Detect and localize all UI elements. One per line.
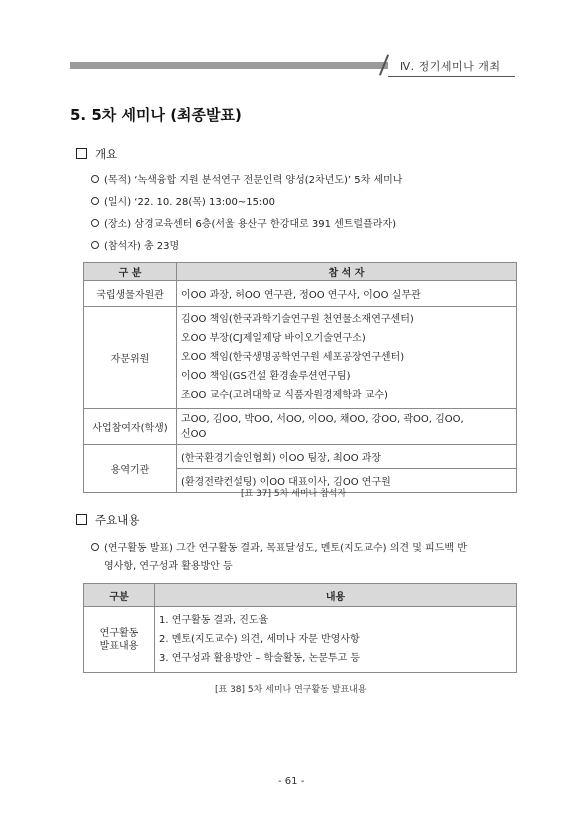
page-number: - 61 -: [278, 776, 305, 787]
circle-bullet-icon: [91, 241, 99, 249]
chapter-header: Ⅳ. 정기세미나 개최: [400, 60, 501, 73]
row-category: 자문위원: [84, 307, 177, 409]
attendee-line: 김OO 책임(한국과학기술연구원 천연물소재연구센터): [181, 314, 414, 325]
section-title: 5. 5차 세미나 (최종발표): [70, 106, 242, 124]
header-underline: [388, 76, 515, 77]
main-content-heading: 주요내용: [76, 512, 139, 528]
circle-bullet-icon: [91, 543, 99, 551]
table-caption: [표 37] 5차 세미나 참석자: [241, 489, 347, 499]
row-attendees: [177, 409, 517, 445]
main-content-item: (연구활동 발표) 그간 연구활동 결과, 목표달성도, 멘토(지도교수) 의견 및 피드백 반: [91, 539, 467, 558]
circle-bullet-icon: [91, 219, 99, 227]
attendee-line: 조OO 교수(고려대학교 식품자원경제학과 교수): [181, 390, 388, 401]
main-content-item-continued: 영사항, 연구성과 활용방안 등: [104, 561, 233, 572]
row-category: 사업참여자(학생): [84, 409, 177, 445]
overview-item: (목적) ‘녹색융합 지원 분석연구 전문인력 양성(2차년도)’ 5차 세미나: [91, 171, 402, 190]
row-attendees: (환경전략컨설팅) 이OO 대표이사, 김OO 연구원: [177, 469, 517, 493]
table-row: [84, 607, 517, 673]
attendee-line: 신OO: [181, 428, 207, 440]
overview-item: (참석자) 총 23명: [91, 237, 179, 256]
category-line: 발표내용: [99, 640, 139, 652]
content-table: [83, 583, 517, 673]
checkbox-square-icon: [76, 514, 87, 525]
attendee-line: 오OO 부장(CJ제일제당 바이오기술연구소): [181, 333, 366, 344]
category-line: 연구활동: [99, 627, 139, 639]
table-row: [84, 445, 517, 469]
circle-bullet-icon: [91, 175, 99, 183]
overview-heading: 개요: [76, 146, 117, 162]
table-header-category: 구분: [84, 584, 155, 607]
table-header-category: 구 분: [84, 263, 177, 281]
attendee-line: 고OO, 김OO, 박OO, 서OO, 이OO, 채OO, 강OO, 곽OO, 김OO,: [181, 413, 464, 425]
table-header-attendees: 참 석 자: [177, 263, 517, 281]
row-category: [84, 607, 155, 673]
row-content: [155, 607, 517, 673]
attendee-table: [83, 262, 517, 493]
row-category: 국립생물자원관: [84, 281, 177, 307]
checkbox-square-icon: [76, 148, 87, 159]
table-caption: [표 38] 5차 세미나 연구활동 발표내용: [215, 685, 367, 695]
row-category: 용역기관: [84, 445, 177, 493]
content-line: 1. 연구활동 결과, 진도율: [159, 615, 269, 626]
table-row: [84, 281, 517, 307]
header-bar: [70, 62, 388, 69]
overview-item: (장소) 삼경교육센터 6층(서울 용산구 한강대로 391 센트럴플라자): [91, 215, 396, 234]
overview-item: (일시) ‘22. 10. 28(목) 13:00~15:00: [91, 193, 275, 212]
row-attendees: (한국환경기술인협회) 이OO 팀장, 최OO 과장: [177, 445, 517, 469]
table-header-content: 내용: [155, 584, 517, 607]
circle-bullet-icon: [91, 197, 99, 205]
attendee-line: 오OO 책임(한국생명공학연구원 세포공장연구센터): [181, 352, 405, 363]
table-row: [84, 409, 517, 445]
content-line: 3. 연구성과 활용방안 – 학술활동, 논문투고 등: [159, 653, 361, 664]
row-attendees: [177, 307, 517, 409]
table-row: [84, 307, 517, 409]
row-attendees: 이OO 과장, 허OO 연구관, 정OO 연구사, 이OO 실무관: [177, 281, 517, 307]
content-line: 2. 멘토(지도교수) 의견, 세미나 자문 반영사항: [159, 634, 360, 645]
attendee-line: 이OO 책임(GS건설 환경솔루션연구팀): [181, 371, 351, 382]
